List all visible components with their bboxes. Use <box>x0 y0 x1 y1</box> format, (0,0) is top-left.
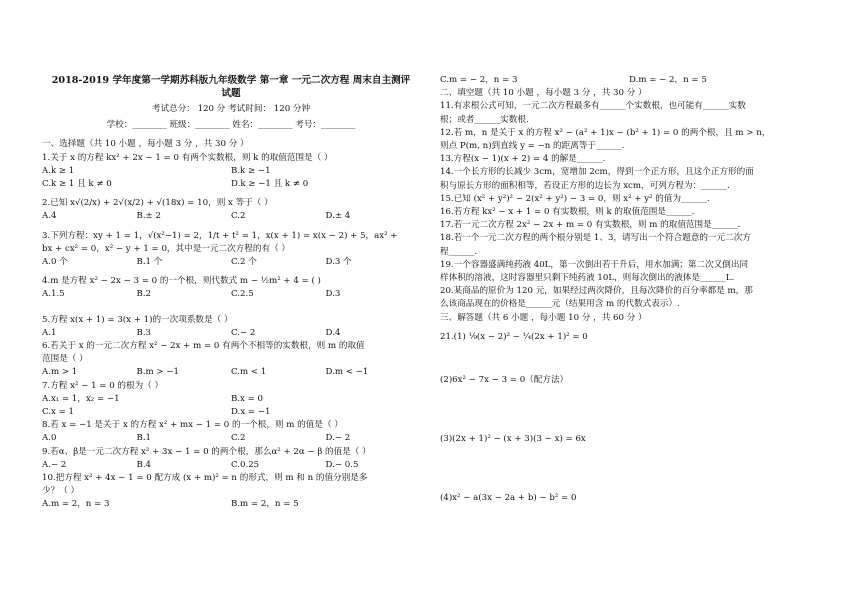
q4-option-a: A.1.5 <box>42 289 65 300</box>
question-15: 15.已知 (x² + y²)² − 2(x² + y²) − 3 = 0，则 x² + y² 的值为______. <box>440 193 710 204</box>
question-12-line2: 则点 P(m, n)到直线 y = −n 的距离等于______. <box>440 141 625 152</box>
q7-option-c: C.x = 1 <box>42 407 74 418</box>
q5-option-b: B.3 <box>136 327 152 338</box>
q8-option-a: A.0 <box>42 433 57 444</box>
q8-option-b: B.1 <box>136 433 152 444</box>
section-2-heading: 二、填空题（共 10 小题 ，每小题 3 分 ，共 30 分 ） <box>440 88 647 99</box>
question-21-part1: 21.(1) ⅑(x − 2)² − ¼(2x + 1)² = 0 <box>440 331 588 342</box>
q1-option-c: C.k ≥ 1 且 k ≠ 0 <box>42 179 112 190</box>
question-5: 5.方程 x(x + 1) = 3(x + 1)的一次项系数是（ ） <box>42 314 233 325</box>
q4-option-b: B.2 <box>136 289 152 300</box>
q3-options <box>42 256 420 269</box>
q6-option-c: C.m < 1 <box>231 367 267 378</box>
section-3-heading: 三、解答题（共 6 小题 ，每小题 10 分 ，共 60 分 ） <box>440 312 647 323</box>
question-4: 4.m 是方程 x² − 2x − 3 = 0 的一个根，则代数式 m − ½m² + 4 = ( ) <box>42 276 321 287</box>
q6-option-b: B.m > −1 <box>136 367 180 378</box>
q5-option-a: A.1 <box>42 327 57 338</box>
q3-option-c: C.2 个 <box>231 257 257 268</box>
question-11-line2: 根；或者______实数根. <box>440 114 529 125</box>
q1-options <box>42 165 420 178</box>
q3-option-d: D.3 个 <box>325 257 352 268</box>
question-6-line2: 范围是（ ） <box>42 354 88 365</box>
q10-option-a: A.m = 2，n = 3 <box>42 499 110 510</box>
question-14-line2: 积与原长方形的面积相等，若设正方形的边长为 xcm，可列方程为：______. <box>440 180 730 191</box>
question-12-line1: 12.若 m，n 是关于 x 的方程 x² − (a² + 1)x − (b² + 1) = 0 的两个根，且 m > n， <box>440 127 771 138</box>
q4-option-c: C.2.5 <box>231 289 254 300</box>
q7-option-b: B.x = 0 <box>231 393 264 404</box>
student-fields: 学校：________ 班级：________ 姓名：________ 考号：________ <box>106 120 356 131</box>
q6-options <box>42 366 420 379</box>
q6-option-a: A.m > 1 <box>42 367 78 378</box>
q2-option-b: B.± 2 <box>136 211 161 222</box>
q8-option-c: C.2 <box>231 433 246 444</box>
question-3-line2: bx + cx² = 0，x² − y + 1 = 0，其中是一元二次方程的有（ ） <box>42 243 290 254</box>
question-8: 8.若 x = −1 是关于 x 的方程 x² + mx − 1 = 0 的一个根，则 m 的值是（ ） <box>42 420 343 431</box>
question-21-part2: (2)6x² − 7x − 3 = 0（配方法） <box>440 375 569 386</box>
section-1-heading: 一、选择题（共 10 小题 ，每小题 3 分 ，共 30 分 ） <box>42 139 249 150</box>
question-7: 7.方程 x² − 1 = 0 的根为（ ） <box>42 380 164 391</box>
q7-option-d: D.x = −1 <box>231 407 271 418</box>
question-13: 13.方程(x − 1)(x + 2) = 4 的解是______. <box>440 154 606 165</box>
q9-option-c: C.0.25 <box>231 459 260 470</box>
q3-option-a: A.0 个 <box>42 257 68 268</box>
question-9: 9.若α、β是一元二次方程 x² + 3x − 1 = 0 的两个根，那么α² + 2α − β 的值是（ ） <box>42 446 371 457</box>
question-10-line1: 10.把方程 x² + 4x − 1 = 0 配方成 (x + m)² = n 的形式，则 m 和 n 的值分别是多 <box>42 473 368 484</box>
q8-option-d: D.− 2 <box>325 433 351 444</box>
question-20-line1: 20.某商品的原价为 120 元，如果经过两次降价，且每次降价的百分率都是 m，那 <box>440 286 753 297</box>
question-10-line2: 少？（ ） <box>42 486 80 497</box>
q10-option-d: D.m = − 2，n = 5 <box>629 75 707 85</box>
q1-option-d: D.k ≥ −1 且 k ≠ 0 <box>231 179 309 190</box>
q9-option-b: B.4 <box>136 459 152 470</box>
right-column <box>440 74 818 506</box>
q5-options <box>42 327 420 340</box>
exam-meta: 考试总分： 120 分 考试时间： 120 分钟 <box>151 104 311 114</box>
question-3-line1: 3.下列方程：xy + 1 = 1，√(x²−1) = 2，1/t + t² = 1，x(x + 1) = x(x − 2) + 5，ax² + <box>42 230 398 241</box>
question-2: 2.已知 x√(2/x) + 2√(x/2) + √(18x) = 10，则 x 等于（ ） <box>42 198 273 209</box>
question-16: 16.若方程 kx² − x + 1 = 0 有实数根，则 k 的取值范围是______. <box>440 207 695 218</box>
q3-option-b: B.1 个 <box>136 257 163 268</box>
left-column <box>42 74 420 512</box>
question-21-part3: (3)(2x + 1)² − (x + 3)(3 − x) = 6x <box>440 434 586 445</box>
q2-option-d: D.± 4 <box>325 211 351 222</box>
q2-option-c: C.2 <box>231 211 246 222</box>
q5-option-c: C.− 2 <box>231 327 256 338</box>
question-19-line2: 样体积的溶液，这时容器里只剩下纯药液 10L，则每次倒出的液体是______L. <box>440 273 735 284</box>
q10-options <box>42 498 420 511</box>
question-20-line2: 么该商品现在的价格是______元（结果用含 m 的代数式表示）. <box>440 299 680 310</box>
q4-options <box>42 288 420 301</box>
q9-option-d: D.− 0.5 <box>325 459 359 470</box>
q7-option-a: A.x₁ = 1，x₂ = −1 <box>42 393 120 404</box>
q2-option-a: A.4 <box>42 211 57 222</box>
exam-title-line2: 试题 <box>221 88 241 99</box>
q9-options <box>42 459 420 472</box>
q1-option-a: A.k ≥ 1 <box>42 165 75 176</box>
exam-title: 2018-2019 学年度第一学期苏科版九年级数学 第一章 一元二次方程 周末自主测评 <box>51 75 411 86</box>
question-1: 1.关于 x 的方程 kx² + 2x − 1 = 0 有两个实数根，则 k 的取值范围是（ ） <box>42 152 333 163</box>
q7-options <box>42 393 420 406</box>
q4-option-d: D.3 <box>325 289 341 300</box>
q10-options-2 <box>440 74 818 87</box>
q1-option-b: B.k ≥ −1 <box>231 165 271 176</box>
q8-options <box>42 432 420 445</box>
q10-option-b: B.m = 2，n = 5 <box>231 499 299 510</box>
q5-option-d: D.4 <box>325 327 341 338</box>
q1-options-2 <box>42 178 420 191</box>
question-19-line1: 19.一个容器盛满纯药液 40L，第一次倒出若干升后，用水加满；第二次又倒出同 <box>440 259 749 270</box>
q9-option-a: A.− 2 <box>42 459 67 470</box>
question-11-line1: 11.有求根公式可知，一元二次方程最多有______个实数根，也可能有______实数 <box>440 101 746 112</box>
question-21-part4: (4)x² − a(3x − 2a + b) − b² = 0 <box>440 493 577 504</box>
question-17: 17.若一元二次方程 2x² − 2x + m = 0 有实数根，则 m 的取值范围是______. <box>440 220 741 231</box>
q2-options <box>42 210 420 223</box>
question-14-line1: 14.一个长方形的长减少 3cm，宽增加 2cm，得到一个正方形，且这个正方形的面 <box>440 167 754 178</box>
question-18-line1: 18.若一个一元二次方程的两个根分别是 1、3，请写出一个符合题意的一元二次方 <box>440 233 751 244</box>
q6-option-d: D.m < −1 <box>325 367 369 378</box>
q7-options-2 <box>42 406 420 419</box>
question-18-line2: 程______. <box>440 246 478 257</box>
question-6-line1: 6.若关于 x 的一元二次方程 x² − 2x + m = 0 有两个不相等的实数根，则 m 的取值 <box>42 341 365 352</box>
q10-option-c: C.m = − 2，n = 3 <box>440 75 518 85</box>
